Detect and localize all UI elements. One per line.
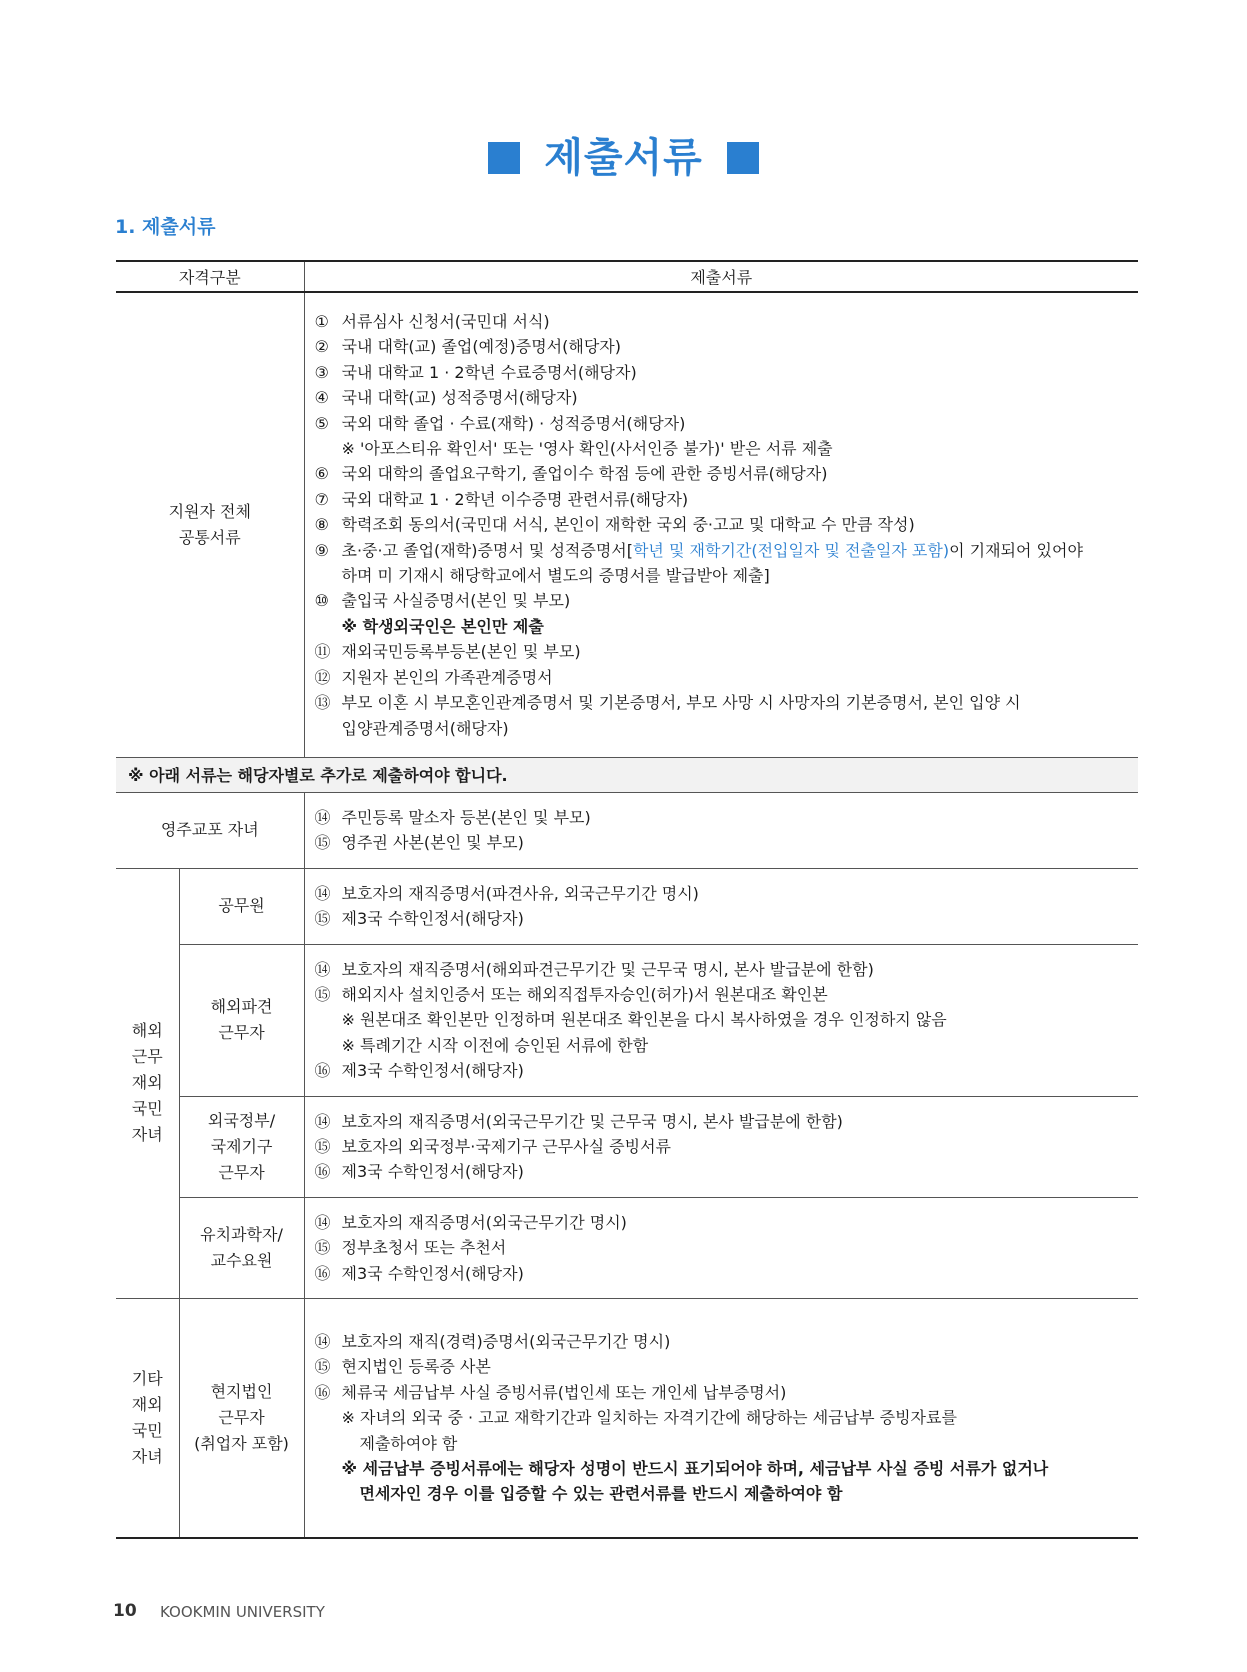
other-label: [179, 1299, 304, 1538]
item-number: ⑩: [314, 591, 329, 611]
label-line: 재외: [131, 1394, 163, 1414]
label-line: 국민: [131, 1420, 163, 1440]
list-item: [315, 334, 1131, 359]
label-line: 재외: [131, 1073, 163, 1093]
list-item: [315, 1354, 1131, 1379]
label-line: 해외: [131, 1021, 163, 1041]
list-item: [315, 1329, 1131, 1354]
footer-university: KOOKMIN UNIVERSITY: [160, 1603, 325, 1621]
header-qualification: 자격구분: [116, 261, 304, 292]
item-text: 국내 대학(교) 졸업(예정)증명서(해당자): [341, 337, 621, 357]
item-number: ⑭: [314, 1111, 331, 1131]
permanent-label: 영주교포 자녀: [116, 792, 304, 868]
item-text: 제3국 수학인정서(해당자): [341, 1162, 524, 1182]
item-number: ⑫: [314, 667, 331, 687]
list-item: [315, 690, 1131, 715]
list-item: [315, 639, 1131, 664]
item-text: 국외 대학교 1 · 2학년 이수증명 관련서류(해당자): [341, 489, 689, 509]
item-text-tail: 이 기재되어 있어야: [949, 540, 1083, 560]
list-item: [315, 385, 1131, 410]
item-number: ⑭: [314, 1332, 331, 1351]
item-number: ④: [314, 388, 329, 408]
list-item: [315, 1261, 1131, 1286]
item-text: 보호자의 재직증명서(파견사유, 외국근무기간 명시): [341, 883, 699, 903]
item-text: 국내 대학(교) 성적증명서(해당자): [341, 388, 578, 408]
item-number: ⑮: [314, 833, 331, 853]
item-number: ⑮: [314, 1136, 331, 1156]
list-item: [315, 805, 1131, 830]
list-item: [315, 1159, 1131, 1184]
square-bullet-icon: [488, 142, 520, 174]
permanent-documents-list: [315, 805, 1131, 856]
list-item: [315, 487, 1131, 512]
item-number: ⑯: [314, 1162, 331, 1182]
item-text: 주민등록 말소자 등본(본인 및 부모): [341, 807, 591, 827]
notice-text: ※ 아래 서류는 해당자별로 추가로 제출하여야 합니다.: [116, 757, 1138, 792]
list-item: [315, 614, 1131, 639]
other-row: [116, 1299, 1138, 1538]
list-item: [315, 957, 1131, 982]
item-text: 학력조회 동의서(국민대 서식, 본인이 재학한 국외 중·고교 및 대학교 수 만큼 작성): [341, 515, 915, 535]
item-number: ⑭: [314, 959, 331, 979]
item-text: 서류심사 신청서(국민대 서식): [341, 312, 550, 331]
list-item: [315, 881, 1131, 906]
label-line: 자녀: [131, 1446, 163, 1466]
item-number: ⑧: [314, 515, 329, 535]
common-label: 지원자 전체 공통서류: [168, 501, 251, 547]
item-text: 출입국 사실증명서(본인 및 부모): [341, 591, 571, 611]
permanent-row: [116, 792, 1138, 868]
item-number: ⑮: [314, 1238, 331, 1258]
overseas-public-documents: [315, 881, 1131, 932]
item-text: 보호자의 재직(경력)증명서(외국근무기간 명시): [341, 1332, 671, 1351]
common-row: [116, 292, 1138, 757]
other-documents-list: [315, 1329, 1131, 1507]
list-item-continuation: 입양관계증명서(해당자): [341, 718, 509, 738]
item-text: 국내 대학교 1 · 2학년 수료증명서(해당자): [341, 362, 637, 382]
list-item: [315, 1235, 1131, 1260]
overseas-group-label: [116, 868, 179, 1298]
page-title: [0, 126, 1247, 183]
list-item: [315, 309, 1131, 334]
overseas-row-dispatch: [116, 944, 1138, 1096]
overseas-label-scientist: [179, 1197, 304, 1298]
list-item: [315, 1134, 1131, 1159]
item-number: ⑦: [314, 489, 329, 509]
list-item: [315, 1109, 1131, 1134]
item-number: ⑬: [314, 693, 331, 713]
item-number: ⑯: [314, 1382, 331, 1402]
documents-table: [116, 260, 1138, 1539]
section-title: 1. 제출서류: [115, 216, 216, 238]
item-text: 정부초청서 또는 추천서: [341, 1238, 507, 1258]
item-text: 보호자의 재직증명서(외국근무기간 명시): [341, 1212, 627, 1232]
item-text: 체류국 세금납부 사실 증빙서류(법인세 또는 개인세 납부증명서): [341, 1382, 787, 1402]
label-line: (취업자 포함): [194, 1433, 289, 1453]
list-item: [315, 1380, 1131, 1405]
list-item: [315, 512, 1131, 537]
item-text: 제3국 수학인정서(해당자): [341, 1061, 524, 1081]
label-line: 외국정부/: [207, 1110, 276, 1130]
list-item: [315, 1033, 1131, 1058]
label-line: 자녀: [131, 1125, 163, 1145]
item-text: 부모 이혼 시 부모혼인관계증명서 및 기본증명서, 부모 사망 시 사망자의 기본증명서, 본인 입양 시: [341, 693, 1021, 713]
table-header-row: [116, 261, 1138, 292]
list-item: [315, 1431, 1131, 1456]
list-item: [315, 1058, 1131, 1083]
overseas-label-public: [179, 868, 304, 944]
list-item: [315, 360, 1131, 385]
overseas-row-scientist: [116, 1197, 1138, 1298]
item-text: 면세자인 경우 이를 입증할 수 있는 관련서류를 반드시 제출하여야 함: [359, 1484, 843, 1504]
label-line: 국민: [131, 1099, 163, 1119]
label-line: 근무: [131, 1047, 163, 1067]
list-item: [315, 1405, 1131, 1430]
item-number: ⑯: [314, 1061, 331, 1081]
item-text: 보호자의 재직증명서(해외파견근무기간 및 근무국 명시, 본사 발급분에 한함): [341, 959, 874, 979]
list-item: [315, 411, 1131, 436]
item-text: 현지법인 등록증 사본: [341, 1357, 491, 1377]
item-text: 지원자 본인의 가족관계증명서: [341, 667, 553, 687]
list-item-continuation: 하며 미 기재시 해당학교에서 별도의 증명서를 발급받아 제출]: [341, 566, 770, 586]
list-item: [315, 588, 1131, 613]
item-number: ⑮: [314, 1357, 331, 1377]
overseas-foreign-gov-documents: [315, 1109, 1131, 1185]
item-text: 국외 대학 졸업 · 수료(재학) · 성적증명서(해당자): [341, 413, 686, 433]
list-item: [315, 1210, 1131, 1235]
list-item: [315, 906, 1131, 931]
item-text: 보호자의 재직증명서(외국근무기간 및 근무국 명시, 본사 발급분에 한함): [341, 1111, 843, 1131]
label-line: 기타: [131, 1368, 163, 1388]
item-text: ※ 원본대조 확인본만 인정하며 원본대조 확인본을 다시 복사하였을 경우 인정하지 않음: [341, 1010, 947, 1030]
label-line: 근무자: [218, 1023, 265, 1043]
item-text: ※ 세금납부 증빙서류에는 해당자 성명이 반드시 표기되어야 하며, 세금납부 사실 증빙 서류가 없거나: [341, 1459, 1049, 1479]
label-line: 현지법인: [210, 1381, 273, 1401]
list-item: [315, 982, 1131, 1007]
overseas-scientist-documents: [315, 1210, 1131, 1286]
item-text: 보호자의 외국정부·국제기구 근무사실 증빙서류: [341, 1136, 671, 1156]
item-text: 영주권 사본(본인 및 부모): [341, 833, 524, 853]
item-text: 재외국민등록부등본(본인 및 부모): [341, 642, 581, 662]
overseas-label-foreign-gov: [179, 1096, 304, 1197]
overseas-row-public: [116, 868, 1138, 944]
page-number: 10: [113, 1601, 137, 1621]
item-number: ⑪: [314, 642, 331, 662]
label-line: 유치과학자/: [200, 1224, 283, 1244]
item-number: ①: [314, 312, 329, 331]
item-text: 제3국 수학인정서(해당자): [341, 1263, 524, 1283]
label-line: 근무자: [218, 1162, 265, 1182]
list-item: [315, 1007, 1131, 1032]
highlight-text: 학년 및 재학기간(전입일자 및 전출일자 포함): [632, 540, 950, 560]
header-documents: 제출서류: [304, 261, 1138, 292]
label-line: 교수요원: [210, 1250, 273, 1270]
list-item: [315, 830, 1131, 855]
item-text: ※ 특례기간 시작 이전에 승인된 서류에 한함: [341, 1035, 649, 1055]
page-title-text: 제출서류: [544, 135, 703, 181]
other-group-label: [116, 1299, 179, 1538]
item-number: ⑯: [314, 1263, 331, 1283]
common-documents-list: [315, 309, 1131, 741]
overseas-label-dispatch: [179, 944, 304, 1096]
item-text: ※ 자녀의 외국 중 · 고교 재학기간과 일치하는 자격기간에 해당하는 세금납부 증빙자료를: [341, 1408, 957, 1428]
list-item: [315, 1456, 1131, 1481]
label-line: 근무자: [218, 1407, 265, 1427]
item-number: ⑥: [314, 464, 329, 484]
list-item: [315, 1481, 1131, 1506]
item-number: ⑨: [314, 540, 329, 560]
item-number: ⑭: [314, 807, 331, 827]
notice-row: [116, 757, 1138, 792]
label-line: 공무원: [218, 896, 265, 916]
item-text: 제3국 수학인정서(해당자): [341, 909, 524, 929]
item-text: 제출하여야 함: [359, 1433, 458, 1453]
item-text: 국외 대학의 졸업요구학기, 졸업이수 학점 등에 관한 증빙서류(해당자): [341, 464, 828, 484]
label-line: 국제기구: [210, 1136, 273, 1156]
label-line: 해외파견: [210, 997, 273, 1017]
overseas-row-foreign-gov: [116, 1096, 1138, 1197]
overseas-dispatch-documents: [315, 957, 1131, 1084]
item-number: ⑭: [314, 883, 331, 903]
list-item: [315, 538, 1131, 563]
square-bullet-icon: [727, 142, 759, 174]
item-number: ③: [314, 362, 329, 382]
item-text: 초·중·고 졸업(재학)증명서 및 성적증명서[: [341, 540, 633, 560]
list-item: [315, 461, 1131, 486]
list-item: [315, 665, 1131, 690]
item-number: ⑤: [314, 413, 329, 433]
item-number: ⑭: [314, 1212, 331, 1232]
item-text: ※ '아포스티유 확인서' 또는 '영사 확인(사서인증 불가)' 받은 서류 제출: [341, 439, 833, 459]
item-text: ※ 학생외국인은 본인만 제출: [341, 616, 544, 636]
item-number: ②: [314, 337, 329, 357]
item-number: ⑮: [314, 909, 331, 929]
list-item: [315, 436, 1131, 461]
item-text: 해외지사 설치인증서 또는 해외직접투자승인(허가)서 원본대조 확인본: [341, 984, 828, 1004]
item-number: ⑮: [314, 984, 331, 1004]
